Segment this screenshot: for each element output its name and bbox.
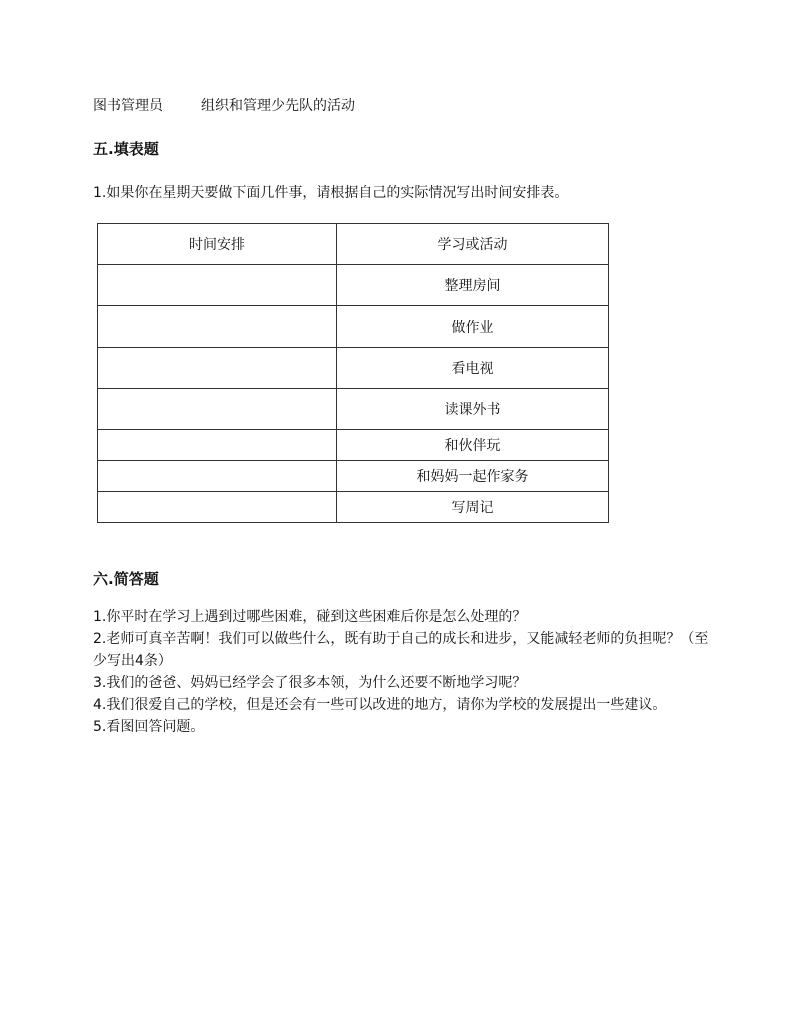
question-3: 3.我们的爸爸、妈妈已经学会了很多本领，为什么还要不断地学习呢？ bbox=[93, 675, 527, 691]
table-row bbox=[98, 389, 609, 430]
answer-right: 组织和管理少先队的活动 bbox=[201, 98, 355, 114]
section5-question: 1.如果你在星期天要做下面几件事，请根据自己的实际情况写出时间安排表。 bbox=[93, 185, 569, 201]
activity-cell: 做作业 bbox=[337, 306, 609, 348]
table-row bbox=[98, 348, 609, 389]
activity-cell: 读课外书 bbox=[337, 389, 609, 430]
table-header-activity: 学习或活动 bbox=[337, 224, 609, 265]
activity-cell: 和伙伴玩 bbox=[337, 430, 609, 461]
question-1: 1.你平时在学习上遇到过哪些困难，碰到这些困难后你是怎么处理的？ bbox=[93, 609, 527, 625]
time-cell[interactable] bbox=[98, 389, 337, 430]
activity-cell: 写周记 bbox=[337, 492, 609, 523]
table-row bbox=[98, 430, 609, 461]
question-5: 5.看图回答问题。 bbox=[93, 719, 205, 735]
table-header-row bbox=[98, 224, 609, 265]
time-cell[interactable] bbox=[98, 265, 337, 306]
schedule-table bbox=[97, 223, 609, 523]
section5-heading: 五.填表题 bbox=[93, 140, 159, 158]
activity-cell: 整理房间 bbox=[337, 265, 609, 306]
time-cell[interactable] bbox=[98, 348, 337, 389]
table-header-time: 时间安排 bbox=[98, 224, 337, 265]
table-row bbox=[98, 265, 609, 306]
time-cell[interactable] bbox=[98, 461, 337, 492]
answer-left: 图书管理员 bbox=[93, 98, 163, 114]
section6-questions bbox=[93, 606, 713, 738]
time-cell[interactable] bbox=[98, 430, 337, 461]
table-row bbox=[98, 461, 609, 492]
question-4: 4.我们很爱自己的学校，但是还会有一些可以改进的地方，请你为学校的发展提出一些建议。 bbox=[93, 697, 667, 713]
answer-line bbox=[93, 95, 355, 115]
question-2: 2.老师可真辛苦啊！我们可以做些什么，既有助于自己的成长和进步，又能减轻老师的负担呢？（至少写出4条） bbox=[93, 631, 709, 669]
table-row bbox=[98, 306, 609, 348]
section6-heading: 六.简答题 bbox=[93, 570, 159, 588]
time-cell[interactable] bbox=[98, 492, 337, 523]
table-row bbox=[98, 492, 609, 523]
activity-cell: 看电视 bbox=[337, 348, 609, 389]
activity-cell: 和妈妈一起作家务 bbox=[337, 461, 609, 492]
time-cell[interactable] bbox=[98, 306, 337, 348]
